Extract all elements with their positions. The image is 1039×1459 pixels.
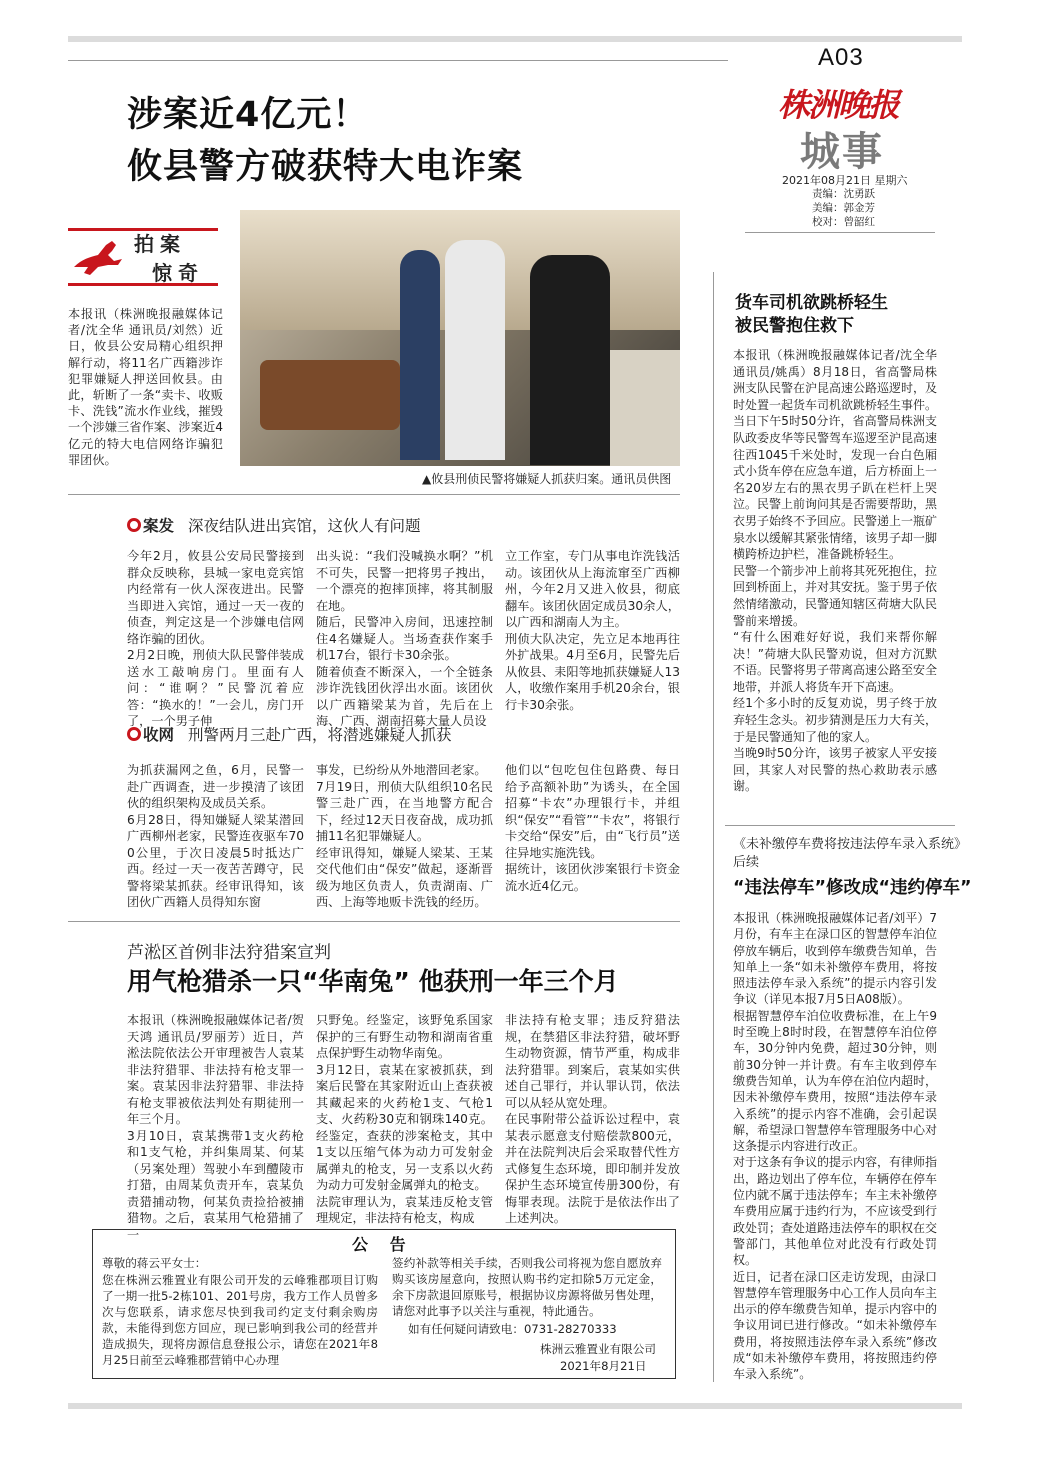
masthead-underline (745, 232, 935, 233)
proofreader-credit: 校对：曾韶红 (812, 216, 875, 228)
header-divider (68, 60, 728, 61)
column-badge-line1: 拍案 (134, 232, 186, 256)
case-section-tag: 案发 (143, 517, 175, 535)
column-badge (68, 228, 218, 286)
lead-intro: 本报讯（株洲晚报融媒体记者/沈全华 通讯员/刘然）近日，攸县公安局精心组织押解行动，将11名广西籍涉诈犯罪嫌疑人押送回攸县。由此，斩断了一条“卖卡、收贩卡、洗钱”流水作业线，摧毁一个涉嫌三省作案、涉案近4亿元的特大电信网络诈骗犯罪团伙。 (68, 307, 223, 467)
hunt-col-3: 非法持有枪支罪；违反狩猎法规，在禁猎区非法狩猎，破坏野生动物资源，情节严重，构成非法狩猎罪。到案后，袁某如实供述自己罪行，并认罪认罚，依法可以从轻从宽处理。 在民事附带公益诉讼过程中，袁某表示愿意支付赔偿款800元，并在法院判决后会采取替代性方式修复生态环境，即印制并发放保护生态环境宣传册300份，有悔罪表现。法院于是依法作出了上述判决。 (505, 1013, 680, 1225)
lead-headline-2: 攸县警方破获特大电诈案 (127, 147, 524, 187)
horse-icon (68, 233, 128, 281)
case-col-3: 立工作室，专门从事电诈洗钱活动。该团伙从上海流窜至广西柳州，今年2月又进入攸县，彻底翻车。该团伙固定成员30余人，以广西和湖南人为主。 刑侦大队决定，先立足本地再往外扩战果。4月至6月，民警先后从攸县、耒阳等地抓获嫌疑人13人，收缴作案用手机20余台，银行卡30余张。 (505, 549, 680, 712)
arrest-section-header (127, 723, 452, 745)
parking-kicker: 《未补缴停车费将按违法停车录入系统》后续 (733, 837, 961, 870)
parking-body: 本报讯（株洲晚报融媒体记者/刘平）7月份，有车主在渌口区的智慧停车泊位停放车辆后，收到停车缴费告知单，告知单上一条“如未补缴停车费用，将按照违法停车录入系统”的提示内容引发争议（详见本报7月5日A08版）。 根据智慧停车泊位收费标准，在上午9时至晚上8时时段，在智慧停车泊位停车，30分钟内免费，超过30分钟，则前30分钟一并计费。有车主收到停车缴费告知单，认为车停在泊位内超时，因未补缴停车费用，按照“违法停车录入系统”的提示内容不准确，会引起误解，希望渌口智慧停车管理服务中心对这条提示内容进行改正。 对于这条有争议的提示内容，有律师指出，路边划出了停车位，车辆停在停车位内就不属于违法停车；车主未补缴停车费用应属于违约行为，不应该受到行政处罚；查处道路违法停车的职权在交警部门，其他单位对此没有行政处罚权。 近日，记者在渌口区走访发现，由渌口智慧停车管理服务中心工作人员向车主出示的停车缴费告知单，提示内容中的争议用词已进行修改。“如未补缴停车费用，将按照违法停车录入系统”修改成“如未补缴停车费用，将按照违约停车录入系统”。 (733, 911, 938, 1382)
editor-credit: 责编：沈勇跃 (812, 188, 875, 200)
case-col-2: 出头说：“我们没喊换水啊？”机不可失，民警一把将男子拽出，一个漂亮的抱摔顶摔，将其制服在地。 随后，民警冲入房间，迅速控制住4名嫌疑人。当场查获作案手机17台，银行卡30余张。 随着侦查不断深入，一个全链条涉诈洗钱团伙浮出水面。该团伙以广西籍梁某为首，先后在上海、广西、湖南招募大量人员设 (316, 549, 493, 728)
notice-title: 公 告 (352, 1235, 414, 1254)
arrest-section-title: 刑警两月三赴广西，将潜逃嫌疑人抓获 (188, 726, 452, 744)
section-title: 城事 (800, 128, 884, 175)
lead-divider-1 (68, 494, 680, 495)
hunt-kicker: 芦淞区首例非法狩猎案宣判 (127, 943, 331, 963)
designer-credit: 美编：郭金芳 (812, 202, 875, 214)
notice-salutation: 尊敬的蒋云平女士： (102, 1256, 207, 1270)
hunt-col-2: 只野兔。经鉴定，该野兔系国家保护的三有野生动物和湖南省重点保护野生动物华南兔。 3月12日，袁某在家被抓获，到案后民警在其家附近山上查获被其藏起来的火药枪1支、气枪1支、火药粉30克和钢珠140克。经鉴定，查获的涉案枪支，其中1支以压缩气体为动力可发射金属弹丸的枪支，另一支系以火药为动力可发射金属弹丸的枪支。 法院审理认为，袁某违反枪支管理规定，非法持有枪支，构成 (316, 1013, 493, 1225)
column-badge-line2: 惊奇 (152, 261, 204, 285)
arrest-col-2: 事发，已纷纷从外地潜回老家。 7月19日，刑侦大队组织10名民警三赴广西，在当地警方配合下，经过12天日夜奋战，成功抓捕11名犯罪嫌疑人。 经审讯得知，嫌疑人梁某、王某交代他们由“保安”做起，逐渐晋级为地区负责人，负责湖南、广西、上海等地贩卡洗钱的经历。 (316, 763, 493, 909)
issue-date: 2021年08月21日 星期六 (782, 174, 908, 187)
parking-headline: “违法停车”修改成“违约停车” (733, 878, 972, 898)
notice-contact: 如有任何疑问请致电：0731-28270333 (408, 1322, 617, 1336)
lead-photo-caption: ▲攸县刑侦民警将嫌疑人抓获归案。通讯员供图 (422, 472, 672, 486)
parking-divider (725, 825, 955, 826)
arrest-col-1: 为抓获漏网之鱼，6月，民警一赴广西调查，进一步摸清了该团伙的组织架构及成员关系。 6月28日，得知嫌疑人梁某潜回广西柳州老家，民警连夜驱车700公里，于次日凌晨5时抵达广西。经过一天一夜苦苦蹲守，民警将梁某抓获。经审讯得知，该团伙广西籍人员得知东窗 (127, 763, 304, 909)
arrest-section-tag: 收网 (143, 726, 175, 744)
lead-headline-1: 涉案近4亿元！ (127, 95, 369, 135)
column-divider (713, 272, 714, 1382)
notice-col-2: 签约补款等相关手续，否则我公司将视为您自愿放弃购买该房屋意向，按照认购书约定扣除5万元定金，余下房款退回原账号，根据协议房源将做另售处理，请您对此事予以关注与重视，特此通告。 (392, 1256, 662, 1318)
page-number: A03 (818, 44, 864, 71)
truck-body: 本报讯（株洲晚报融媒体记者/沈全华 通讯员/姚禹）8月18日，省高警局株洲支队民警在沪昆高速公路巡逻时，及时处置一起货车司机欲跳桥轻生事件。 当日下午5时50分许，省高警局株洲支队政委皮华等民警驾车巡逻至沪昆高速往西1045千米处时，发现一台白色厢式小货车停在应急车道，后方桥面上一名20岁左右的黑衣男子趴在栏杆上哭泣。民警上前询问其是否需要帮助，黑衣男子始终不予回应。民警递上一瓶矿泉水以缓解其紧张情绪，该男子却一脚横跨桥边护栏，准备跳桥轻生。 民警一个箭步冲上前将其死死抱住，拉回到桥面上，并对其安抚。鉴于男子依然情绪激动，民警通知辖区荷塘大队民警前来增援。 “有什么困难好好说，我们来帮你解决！”荷塘大队民警劝说，但对方沉默不语。民警将男子带离高速公路至安全地带，并派人将货车开下高速。 经1个多小时的反复劝说，男子终于放弃轻生念头。初步猜测是压力大有关，于是民警通知了他的家人。 当晚9时50分许，该男子被家人平安接回，其家人对民警的热心救助表示感谢。 (733, 348, 938, 794)
section-dot-icon (127, 518, 141, 532)
notice-date: 2021年8月21日 (560, 1359, 647, 1373)
hunt-divider (68, 921, 680, 922)
notice-company: 株洲云雅置业有限公司 (540, 1342, 656, 1356)
truck-headline-1: 货车司机欲跳桥轻生 (735, 293, 888, 313)
notice-col-1: 您在株洲云雅置业有限公司开发的云峰雅郡项目订购了一期一批5-2栋101、201号房，我方工作人员曾多次与您联系，请求您尽快到我司约定支付剩余购房款，未能得到您方回应，现已影响到我公司的经营并造成损失，现将房源信息登报公示，请您在2021年8月25日前至云峰雅郡营销中心办理 (102, 1273, 378, 1367)
lead-photo (240, 210, 680, 466)
top-gray-bar (68, 36, 962, 42)
truck-headline-2: 被民警抱住救下 (735, 316, 854, 336)
hunt-col-1: 本报讯（株洲晚报融媒体记者/贺天鸿 通讯员/罗丽芳）近日，芦淞法院依法公开审理被告人袁某非法狩猎罪、非法持有枪支罪一案。袁某因非法狩猎罪、非法持有枪支罪被依法判处有期徒刑一年三个月。 3月10日，袁某携带1支火药枪和1支气枪，并纠集周某、何某（另案处理）驾驶小车到醴陵市打猎，由周某负责开车，袁某负责猎捕动物，何某负责捡拾被捕猎物。之后，袁某用气枪猎捕了一 (127, 1013, 304, 1242)
case-section-header (127, 514, 421, 536)
bottom-gray-bar (68, 1403, 962, 1409)
section-dot-icon (127, 727, 141, 741)
hunt-headline: 用气枪猎杀一只“华南兔” 他获刑一年三个月 (127, 967, 619, 996)
case-col-1: 今年2月，攸县公安局民警接到群众反映称，县城一家电竞宾馆内经常有一伙人深夜进出。民警当即进入宾馆，通过一天一夜的侦查，判定这是一个涉嫌电信网络诈骗的团伙。 2月2日晚，刑侦大队民警伴装成送水工敲响房门。里面有人问：“谁啊？”民警沉着应答：“换水的！”一会儿，房门开了，一个男子伸 (127, 549, 304, 728)
paper-logo: 株洲晚报 (778, 86, 899, 124)
case-section-title: 深夜结队进出宾馆，这伙人有问题 (188, 517, 421, 535)
arrest-col-3: 他们以“包吃包住包路费、每日给予高额补助”为诱头，在全国招募“卡农”办理银行卡，并组织“保安”“看管”“卡农”，将银行卡交给“保安”后，由“飞行员”送往异地实施洗钱。 据统计，该团伙涉案银行卡资金流水近4亿元。 (505, 763, 680, 893)
